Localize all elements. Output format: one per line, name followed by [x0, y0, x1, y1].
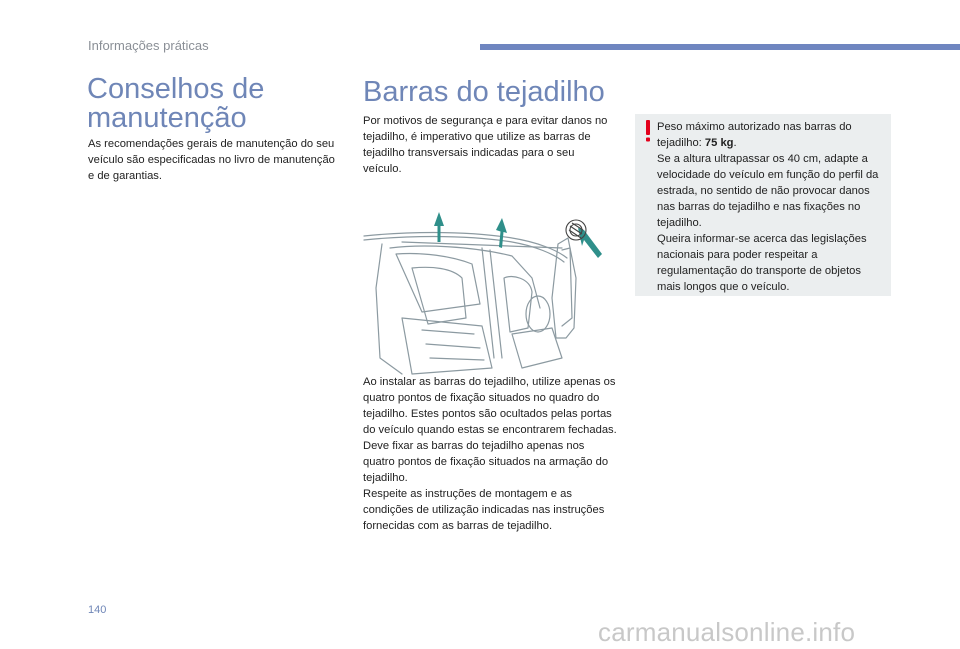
warning-text	[657, 119, 885, 295]
warning-height-advice: Se a altura ultrapassar os 40 cm, adapte a velocidade do veículo em função do perfil da estrada, no sentido de não provocar danos nas barras do tejadilho e nas fixações no tejadilho.	[657, 153, 879, 229]
roof-bars-intro: Por motivos de segurança e para evitar danos no tejadilho, é imperativo que utilize as barras de tejadilho transversais indicadas para o seu veículo.	[363, 115, 608, 175]
page-number: 140	[88, 604, 107, 616]
watermark: carmanualsonline.info	[598, 617, 856, 647]
roof-bars-figure	[362, 208, 612, 376]
warning-max-load	[657, 119, 885, 151]
warning-max-load-suffix: .	[733, 137, 737, 149]
roof-bars-details	[363, 374, 618, 534]
section-title: Informações práticas	[88, 38, 209, 53]
roof-bars-detail-paragraph: Ao instalar as barras do tejadilho, utilize apenas os quatro pontos de fixação situados no quadro do tejadilho. Estes pontos são ocultados pelas portas do veículo quando estas se encontrarem fechadas.	[363, 376, 617, 436]
warning-legislation-advice: Queira informar-se acerca das legislações nacionais para poder respeitar a regulamentação do transporte de objetos mais longos que o veículo.	[657, 233, 867, 293]
roof-bars-detail-paragraph: Respeite as instruções de montagem e as condições de utilização indicadas nas instruções fornecidas com as barras de tejadilho.	[363, 488, 605, 532]
maintenance-heading: Conselhos de manutenção	[87, 73, 265, 134]
roof-bars-detail-paragraph: Deve fixar as barras do tejadilho apenas nos quatro pontos de fixação situados na armação do tejadilho.	[363, 440, 609, 484]
roof-bars-heading: Barras do tejadilho	[363, 76, 605, 108]
exclamation-icon	[645, 120, 651, 142]
maintenance-text: As recomendações gerais de manutenção do seu veículo são especificadas no livro de manutenção e de garantias.	[88, 138, 335, 182]
warning-max-load-value: 75 kg	[704, 137, 734, 149]
warning-max-load-prefix: Peso máximo autorizado nas barras do tejadilho:	[657, 121, 852, 149]
section-accent-bar	[480, 44, 960, 50]
warning-box	[635, 114, 891, 296]
